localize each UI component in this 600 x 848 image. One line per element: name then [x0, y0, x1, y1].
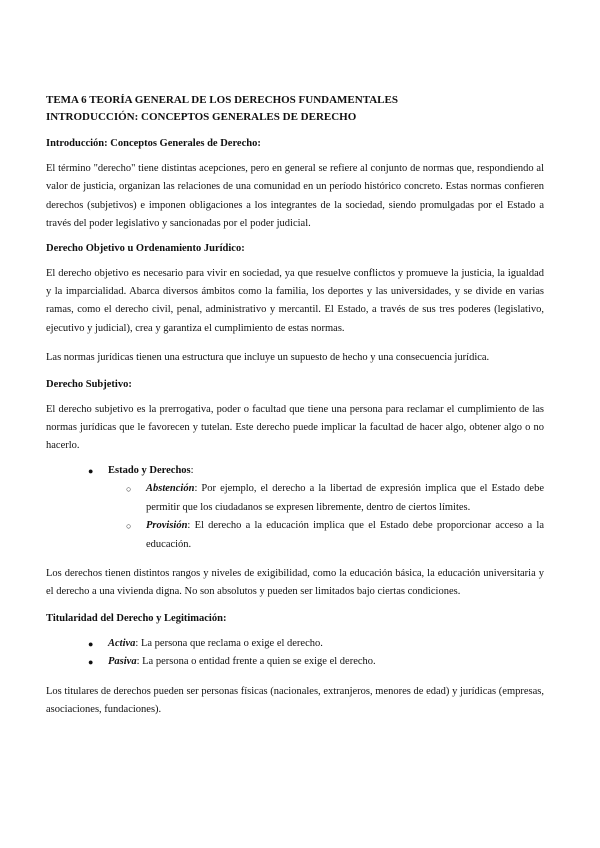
sub-item-text: : El derecho a la educación implica que el Estado debe proporcionar acceso a la educación.	[146, 520, 544, 550]
list-item-term: Activa	[108, 637, 136, 649]
subjetivo-paragraph-1: El derecho subjetivo es la prerrogativa, poder o facultad que tiene una persona para reclamar el cumplimiento de las normas jurídicas que le favorecen y tutelan. Este derecho puede implicar la facultad de hacer algo, obtener algo o no hacerlo.	[46, 403, 544, 452]
bullet-icon: ●	[88, 465, 94, 476]
subjetivo-paragraph-2: Los derechos tienen distintos rangos y niveles de exigibilidad, como la educación básica, la educación universitaria y el derecho a una vivienda digna. No son absolutos y pueden ser limitados bajo ciertas condiciones.	[46, 567, 544, 598]
titularidad-list	[46, 635, 544, 672]
intro-paragraph: El término "derecho" tiene distintas acepciones, pero en general se refiere al conjunto de normas que, respondiendo al valor de justicia, organizan las relaciones de una comunidad en un período histórico concreto. Estas normas confieren derechos (subjetivos) e imponen obligaciones a los integrantes de la sociedad, siendo promulgadas por el Estado a través del poder legislativo y sancionadas por el poder judicial.	[46, 163, 544, 230]
list-item	[46, 635, 544, 653]
sub-list	[108, 480, 544, 554]
intro-title: INTRODUCCIÓN: CONCEPTOS GENERALES DE DERECHO	[46, 111, 357, 123]
sub-item-text: : Por ejemplo, el derecho a la libertad de expresión implica que el Estado debe permitir que los ciudadanos se expresen libremente, dentro de ciertos límites.	[146, 483, 544, 513]
subjetivo-heading: Derecho Subjetivo:	[46, 378, 132, 390]
list-item	[46, 462, 544, 554]
list-item-text: : La persona que reclama o exige el derecho.	[135, 637, 323, 649]
objetivo-paragraph-2: Las normas jurídicas tienen una estructura que incluye un supuesto de hecho y una consecuencia jurídica.	[46, 352, 490, 364]
sub-bullet-icon: ○	[126, 521, 132, 532]
list-item-term: Pasiva	[108, 656, 137, 668]
intro-heading: Introducción: Conceptos Generales de Derecho:	[46, 138, 261, 149]
sub-bullet-icon: ○	[126, 484, 132, 495]
topic-title: TEMA 6 TEORÍA GENERAL DE LOS DERECHOS FUNDAMENTALES	[46, 94, 398, 106]
sub-list-item	[108, 517, 544, 554]
titularidad-heading: Titularidad del Derecho y Legitimación:	[46, 612, 227, 624]
list-item	[46, 653, 544, 671]
sub-item-term: Abstención	[146, 483, 195, 495]
bullet-icon: ●	[88, 657, 94, 668]
sub-item-term: Provisión	[146, 520, 188, 532]
list-item-term: Estado y Derechos	[108, 464, 191, 476]
sub-list-item	[108, 480, 544, 517]
titularidad-paragraph: Los titulares de derechos pueden ser personas físicas (nacionales, extranjeros, menores de edad) y jurídicas (empresas, asociaciones, fundaciones).	[46, 685, 544, 715]
list-item-text: : La persona o entidad frente a quien se exige el derecho.	[136, 656, 376, 668]
subjetivo-list	[46, 462, 544, 554]
list-item-text: :	[190, 464, 194, 476]
objetivo-paragraph-1: El derecho objetivo es necesario para vivir en sociedad, ya que resuelve conflictos y promueve la justicia, la igualdad y la imparcialidad. Abarca diversos ámbitos como la familia, los deportes y las universidades, y se divide en varias ramas, como el derecho civil, penal, administrativo y mercantil. El Estado, a través de sus tres poderes (legislativo, ejecutivo y judicial), crea y garantiza el cumplimiento de estas normas.	[46, 267, 544, 334]
bullet-icon: ●	[88, 638, 94, 649]
objetivo-heading: Derecho Objetivo u Ordenamiento Jurídico:	[46, 242, 245, 254]
